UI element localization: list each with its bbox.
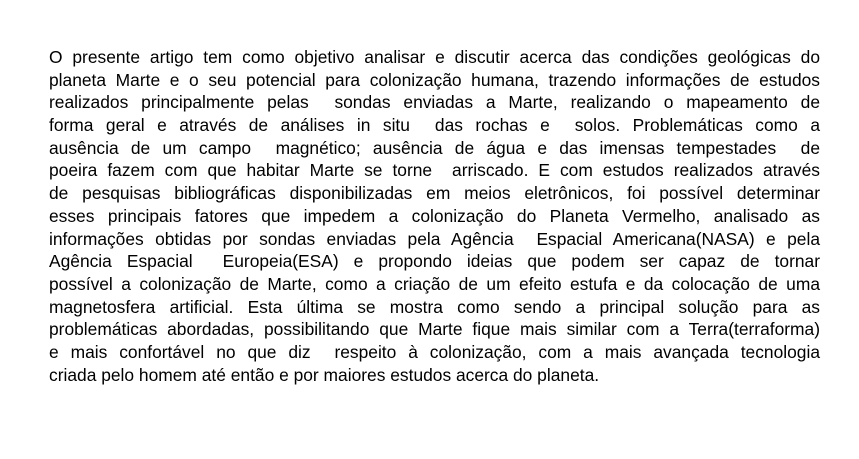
abstract-line-11: possível a colonização de Marte, como a criação de um efeito estufa e da colocação de uma	[49, 273, 820, 294]
abstract-line-4: forma geral e através de análises in situ das rochas e solos. Problemáticas como a	[49, 115, 820, 136]
abstract-paragraph	[49, 46, 820, 386]
abstract-line-6: poeira fazem com que habitar Marte se torne arriscado. E com estudos realizados através	[49, 160, 820, 181]
abstract-line-13: problemáticas abordadas, possibilitando que Marte fique mais similar com a Terra(terraforma)	[49, 319, 820, 340]
abstract-line-2: planeta Marte e o seu potencial para colonização humana, trazendo informações de estudos	[49, 69, 820, 90]
abstract-line-12: magnetosfera artificial. Esta última se mostra como sendo a principal solução para as	[49, 296, 820, 317]
abstract-line-5: ausência de um campo magnético; ausência de água e das imensas tempestades de	[49, 137, 820, 158]
abstract-line-9: informações obtidas por sondas enviadas pela Agência Espacial Americana(NASA) e pela	[49, 228, 820, 249]
abstract-line-8: esses principais fatores que impedem a colonização do Planeta Vermelho, analisado as	[49, 205, 820, 226]
abstract-line-14: e mais confortável no que diz respeito à colonização, com a mais avançada tecnologia	[49, 341, 820, 362]
abstract-line-1: O presente artigo tem como objetivo analisar e discutir acerca das condições geológicas do	[49, 47, 820, 67]
abstract-line-10: Agência Espacial Europeia(ESA) e propondo ideias que podem ser capaz de tornar	[49, 251, 820, 272]
abstract-line-15: criada pelo homem até então e por maiores estudos acerca do planeta.	[49, 364, 600, 385]
abstract-line-7: de pesquisas bibliográficas disponibilizadas em meios eletrônicos, foi possível determinar	[49, 183, 820, 204]
abstract-line-3: realizados principalmente pelas sondas enviadas a Marte, realizando o mapeamento de	[49, 92, 820, 113]
